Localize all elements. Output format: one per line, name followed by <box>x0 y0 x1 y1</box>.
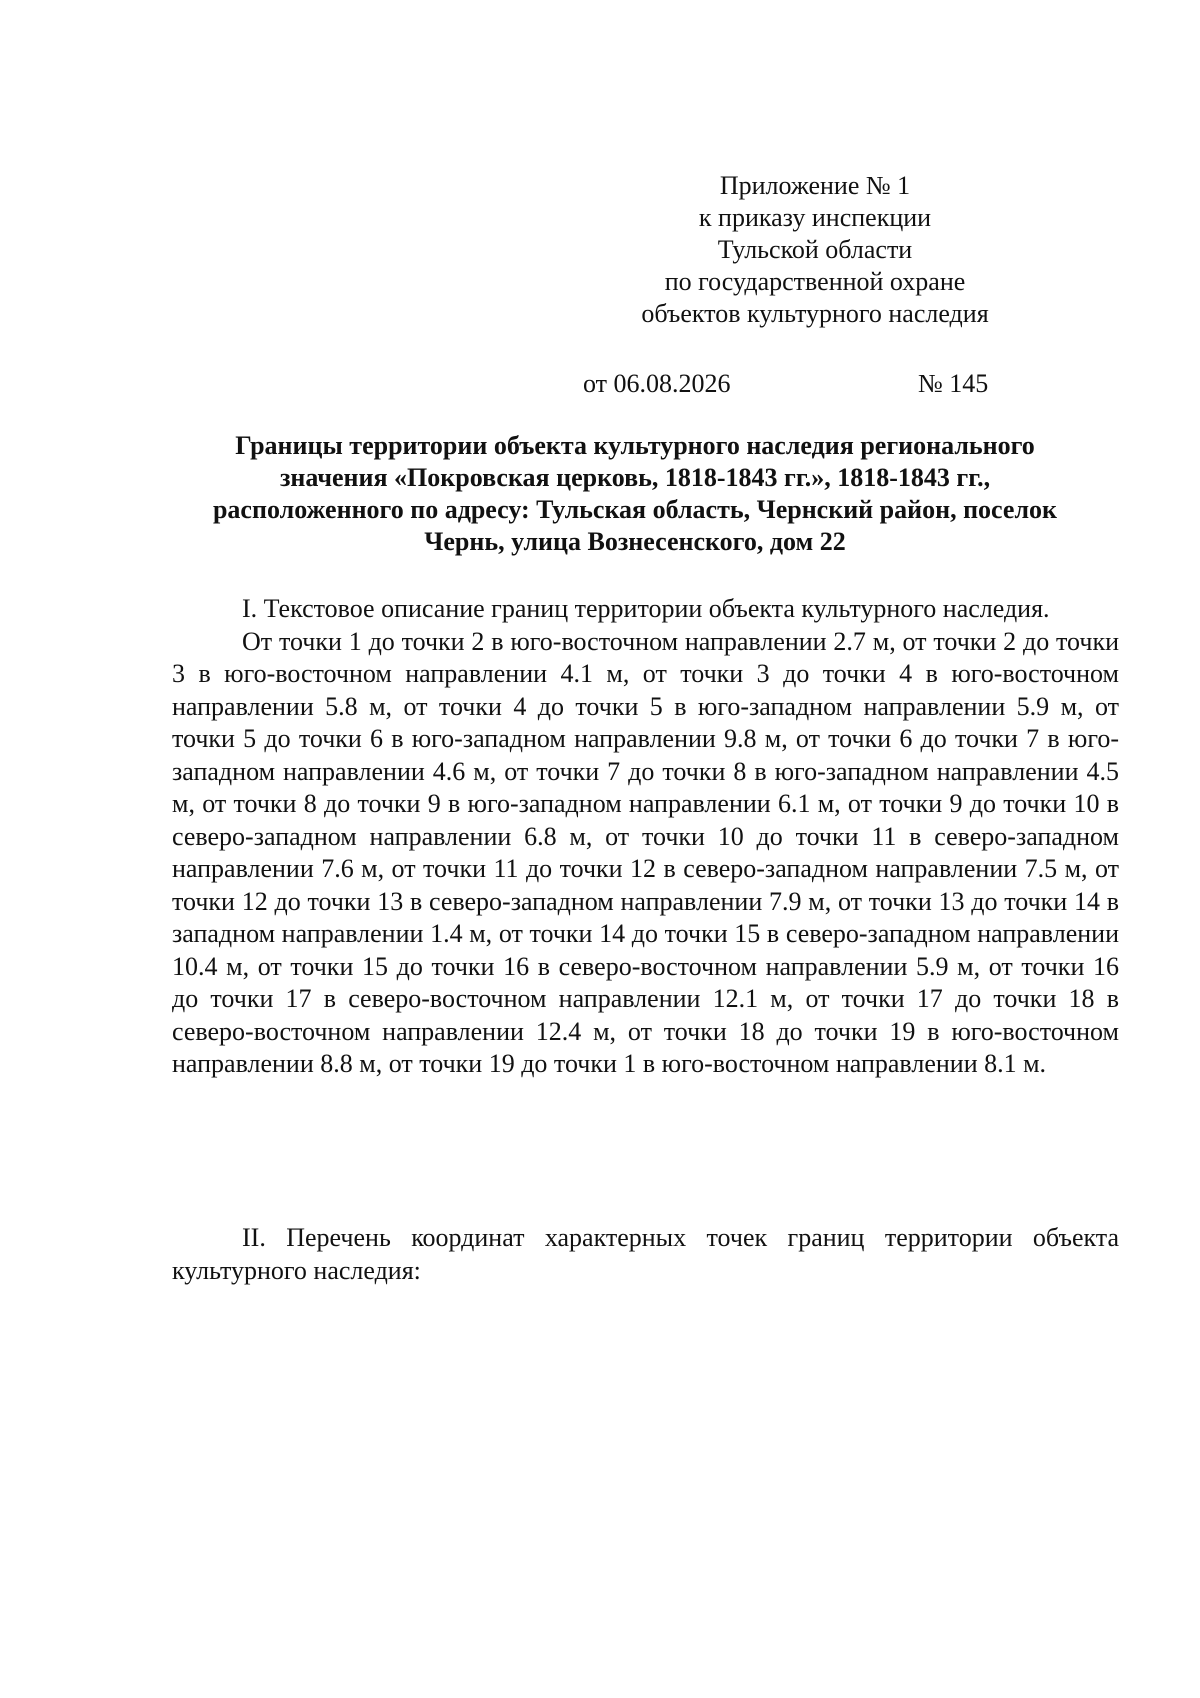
appendix-line-4: по государственной охране <box>664 267 966 296</box>
appendix-line-1: Приложение № 1 <box>719 171 911 200</box>
appendix-block <box>600 170 1030 330</box>
section-1-body: От точки 1 до точки 2 в юго-восточном направлении 2.7 м, от точки 2 до точки 3 в юго-восточном направлении 4.1 м, от точки 3 до точки 4 в юго-восточном направлении 5.8 м, от точки 4 до точки 5 в юго-западном направлении 5.9 м, от точки 5 до точки 6 в юго-западном направлении 9.8 м, от точки 6 до точки 7 в юго-западном направлении 4.6 м, от точки 7 до точки 8 в юго-западном направлении 4.5 м, от точки 8 до точки 9 в юго-западном направлении 6.1 м, от точки 9 до точки 10 в северо-западном направлении 6.8 м, от точки 10 до точки 11 в северо-западном направлении 7.6 м, от точки 11 до точки 12 в северо-западном направлении 7.5 м, от точки 12 до точки 13 в северо-западном направлении 7.9 м, от точки 13 до точки 14 в западном направлении 1.4 м, от точки 14 до точки 15 в северо-западном направлении 10.4 м, от точки 15 до точки 16 в северо-восточном направлении 5.9 м, от точки 16 до точки 17 в северо-восточном направлении 12.1 м, от точки 17 до точки 18 в северо-восточном направлении 12.4 м, от точки 18 до точки 19 в юго-восточном направлении 8.8 м, от точки 19 до точки 1 в юго-восточном направлении 8.1 м. <box>172 626 1119 1078</box>
document-title <box>170 430 1100 558</box>
order-number: № 145 <box>918 369 989 398</box>
section-coordinates-list <box>172 1222 1119 1287</box>
section-text-description <box>172 593 1119 1081</box>
title-line-3: расположенного по адресу: Тульская область, Чернский район, поселок <box>212 495 1058 524</box>
section-2-heading: II. Перечень координат характерных точек границ территории объекта культурного наследия: <box>172 1223 1119 1285</box>
section-1-heading: I. Текстовое описание границ территории объекта культурного наследия. <box>242 594 1050 623</box>
appendix-line-5: объектов культурного наследия <box>641 299 989 328</box>
appendix-line-2: к приказу инспекции <box>698 203 932 232</box>
title-line-2: значения «Покровская церковь, 1818-1843 гг.», 1818-1843 гг., <box>279 463 991 492</box>
title-line-4: Чернь, улица Вознесенского, дом 22 <box>424 527 846 556</box>
appendix-line-3: Тульской области <box>717 235 913 264</box>
order-date: от 06.08.2026 <box>583 369 731 398</box>
title-line-1: Границы территории объекта культурного наследия регионального <box>235 431 1035 460</box>
